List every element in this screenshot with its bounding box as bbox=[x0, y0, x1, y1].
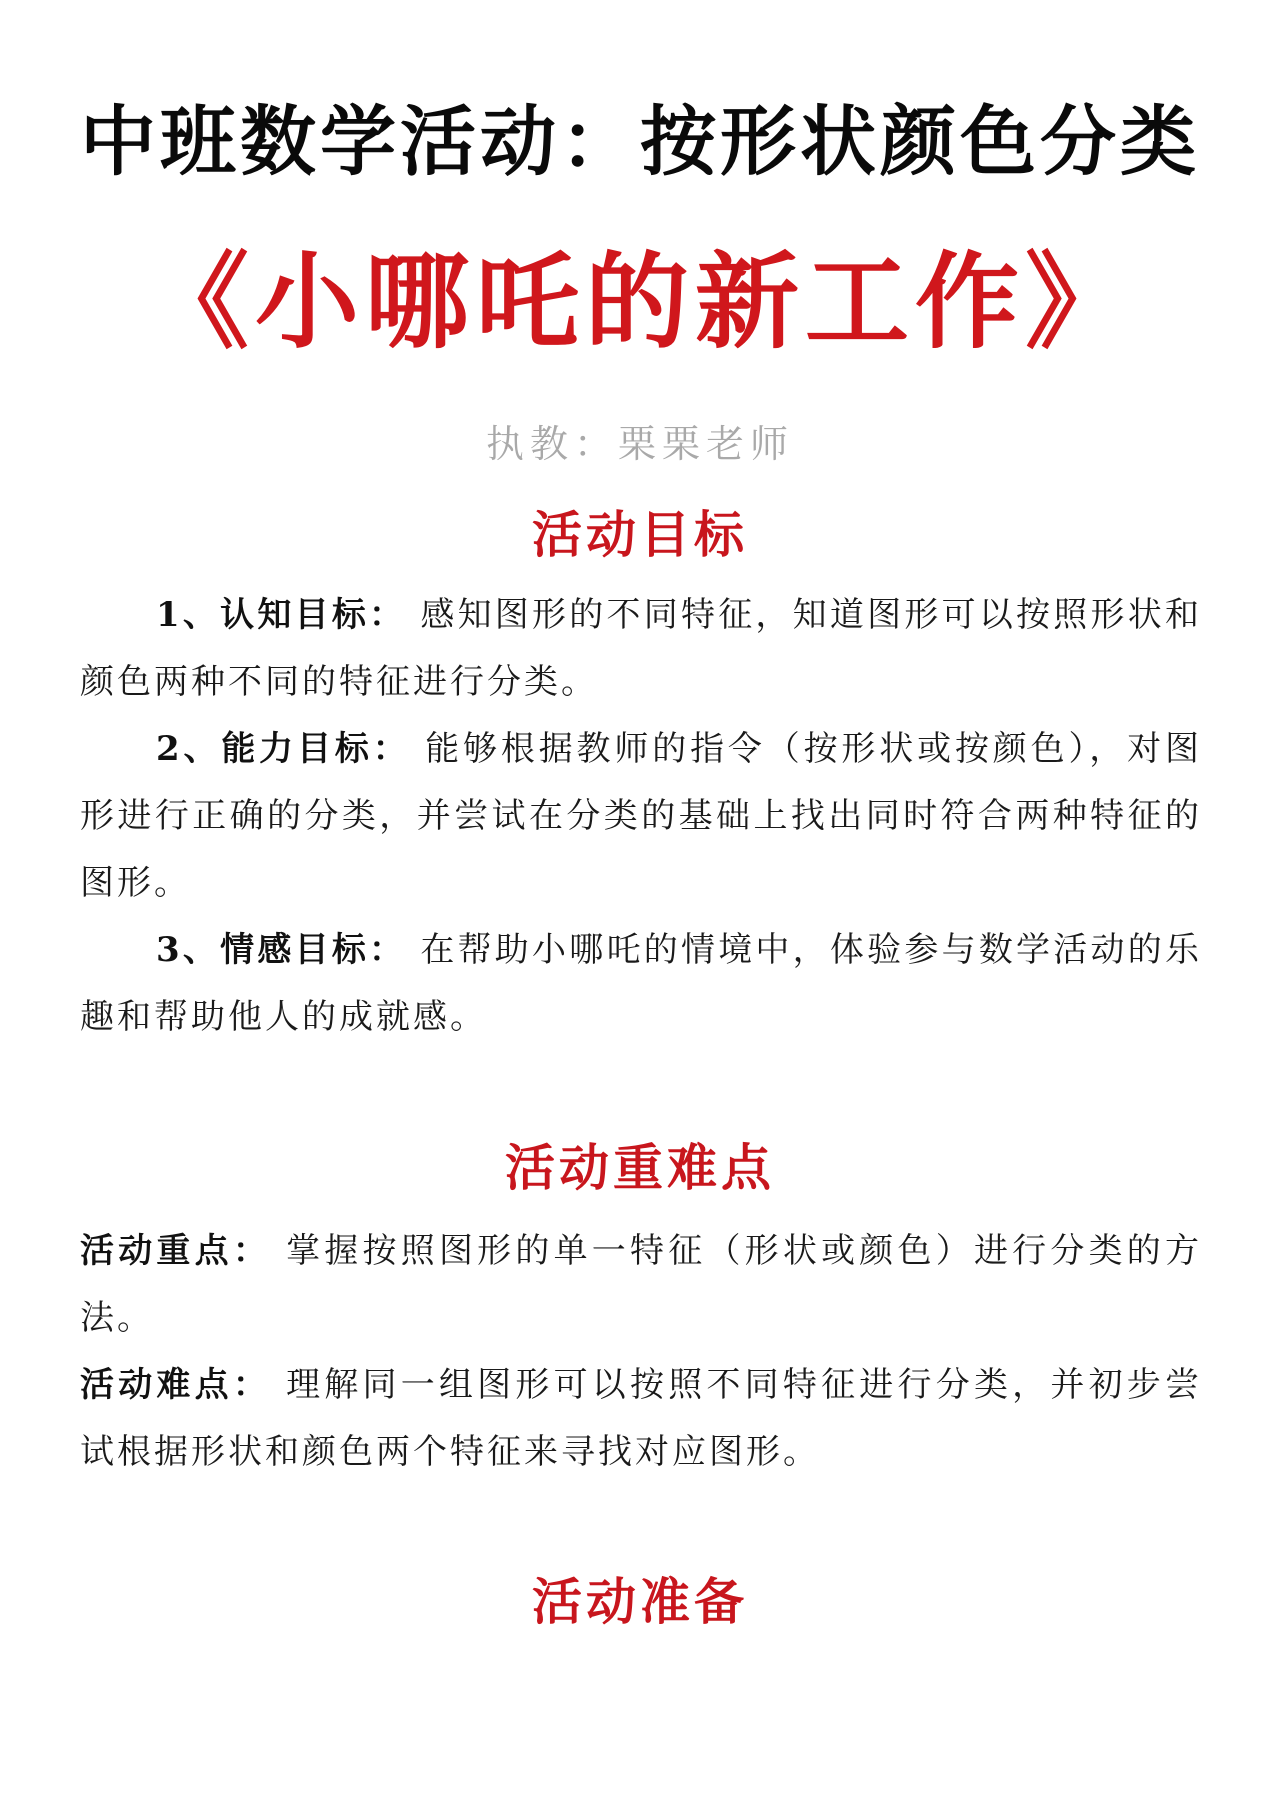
lesson-title: 《小哪吒的新工作》 bbox=[144, 241, 1135, 363]
objective-cognitive bbox=[80, 582, 1202, 716]
main-title: 中班数学活动：按形状颜色分类 bbox=[80, 97, 1200, 186]
objective-emotional bbox=[80, 917, 1202, 1051]
teacher-credit: 执教：栗栗老师 bbox=[485, 422, 794, 466]
objective-emotional-text: 在帮助小哪吒的情境中，体验参与数学活动的乐趣和帮助他人的成就感。 bbox=[80, 930, 1202, 1037]
key-point-focus bbox=[80, 1218, 1202, 1352]
key-point-difficulty-label: 活动难点： bbox=[80, 1365, 272, 1405]
key-point-focus-label: 活动重点： bbox=[80, 1231, 272, 1271]
objective-cognitive-text: 感知图形的不同特征，知道图形可以按照形状和颜色两种不同的特征进行分类。 bbox=[80, 595, 1202, 702]
objectives-heading: 活动目标 bbox=[532, 506, 748, 564]
key-points-heading: 活动重难点 bbox=[505, 1139, 775, 1197]
objective-emotional-label: 3、情感目标： bbox=[156, 930, 407, 970]
key-point-focus-text: 掌握按照图形的单一特征（形状或颜色）进行分类的方法。 bbox=[80, 1231, 1203, 1338]
objective-ability bbox=[80, 716, 1202, 917]
objective-cognitive-label: 1、认知目标： bbox=[156, 595, 407, 635]
key-point-difficulty-text: 理解同一组图形可以按照不同特征进行分类，并初步尝试根据形状和颜色两个特征来寻找对应图形。 bbox=[80, 1365, 1203, 1472]
objective-ability-text: 能够根据教师的指令（按形状或按颜色），对图形进行正确的分类，并尝试在分类的基础上找出同时符合两种特征的图形。 bbox=[80, 729, 1202, 903]
preparation-heading: 活动准备 bbox=[532, 1573, 748, 1631]
key-point-difficulty bbox=[80, 1352, 1202, 1486]
objective-ability-label: 2、能力目标： bbox=[156, 729, 411, 769]
